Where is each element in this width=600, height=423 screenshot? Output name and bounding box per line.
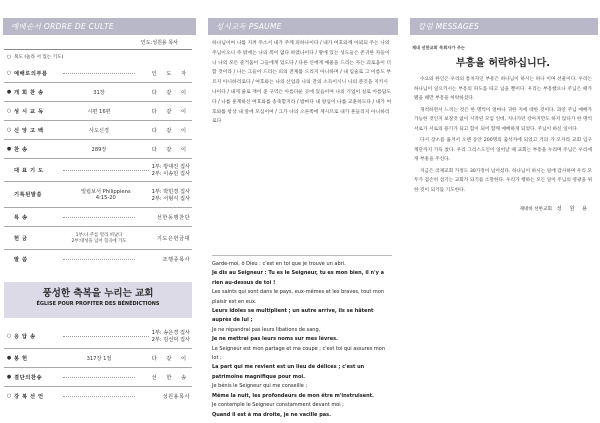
order-row-right: 다 같 이 — [151, 127, 190, 134]
order-list — [4, 50, 192, 268]
order-row — [4, 102, 192, 121]
message-tag: 제네 선한교회 목회자가 주는 — [412, 45, 465, 50]
leader-dots — [63, 336, 149, 337]
response-label: 응 답 송 — [14, 333, 36, 340]
special-row — [4, 208, 192, 227]
order-row-right: 다 같 이 — [151, 355, 190, 362]
scripture-label: 기록된말씀 — [14, 192, 43, 198]
bullet-icon: ● — [6, 355, 12, 361]
message-header: 칼럼 MESSAGES — [410, 18, 598, 35]
prayer-leaders — [152, 163, 192, 177]
order-row-label: 예배로의부름 — [14, 70, 48, 77]
sermon-banner — [4, 282, 192, 318]
order-row — [4, 387, 192, 405]
bullet-icon: ○ — [6, 333, 12, 339]
order-row-right: 선 한 송 — [151, 374, 190, 381]
offering-row — [4, 227, 192, 250]
special-label: 특 송 — [14, 214, 28, 221]
leader-dots — [63, 73, 135, 74]
order-row — [4, 121, 192, 140]
special-performer: 선한동행찬단 — [156, 214, 190, 221]
bullet-icon: ○ — [6, 393, 12, 399]
bullet-icon: ● — [6, 146, 12, 152]
order-row-right: 인 도 자 — [151, 70, 190, 77]
order-row — [4, 64, 192, 83]
psalm-french-line: Je bénis le Seigneur qui me conseille ; — [212, 383, 308, 390]
leader-dots — [63, 396, 135, 397]
order-row — [4, 83, 192, 102]
order-row-right: 다 같 이 — [151, 108, 190, 115]
bullet-icon: ○ — [6, 70, 12, 76]
officiant-row — [4, 35, 192, 50]
offering-hymn-2: 2부:대성을 넘어 험곡에 가도 — [71, 239, 127, 244]
prayer-leader-1: 1부: 방대진 집사 — [151, 164, 190, 170]
psalm-french-line: Le Seigneur est mon partage et ma coupe ; c'est toi qui assures mon lot ; — [212, 345, 385, 362]
order-row-label: 봉 헌 — [14, 355, 28, 362]
sermon-preacher: 조행종목사 — [162, 256, 190, 263]
sermon-title: 풍성한 축복을 누리는 교회 — [42, 288, 154, 299]
order-list-2 — [4, 324, 192, 405]
order-row — [4, 140, 192, 159]
offering-hymns — [60, 232, 138, 244]
psalm-french-line: Les saints qui sont dans le pays, eux-mêmes et les braves, tout mon plaisir est en eux. — [212, 289, 385, 305]
psalm-french-line: Je ne répandrai pas leurs libations de sang, — [212, 326, 321, 333]
prayer-row — [4, 159, 192, 182]
message-paragraph: 지금은 국제교회 가정도 30가정이 넘어섰다. 하나님이 하시는 일에 감사하며 우리 모두가 겸손히 섬기는 교회가 되기를 소망한다. 우리가 행하는 모든 일이 주님의 영광을 위한 것이 되기를 기도한다. — [414, 168, 592, 193]
psalm-header: 성시교독 PSAUME — [208, 18, 398, 35]
sermon-row — [4, 250, 192, 268]
bullet-icon: ○ — [6, 127, 12, 133]
message-paragraph: 수요와 한인은 우리의 통치자인 부흥은 하나님이 하시는 하나 이며 선물이다. 우리는 하나님이 일으키시는 부흥의 파도를 따고 넘을 뿐이다. 우리는 부흥했으나 주님은 때가 됐을 때만 부흥을 허락하셨다. — [414, 77, 592, 101]
psalm-french-line: La part qui me revient est un lieu de délices ; c'est un patrimoine magnifique pour moi. — [212, 364, 365, 380]
signature-church: 제네바 선한교회 — [519, 207, 552, 212]
order-row-label: 찬 송 — [14, 146, 28, 153]
scripture-reference — [60, 188, 152, 201]
sermon-subtitle: ÉGLISE POUR PROFITER DES BÉNÉDICTIONS — [36, 301, 160, 307]
message-signature — [406, 205, 590, 212]
psalm-french-line: Je ne mettrai pas leurs noms sur mes lèvres. — [212, 336, 338, 343]
bullet-icon: ○ — [6, 54, 12, 60]
prayer-label: 대 표 기 도 — [14, 167, 44, 174]
psalm-french-line: Je dis au Seigneur : Tu es le Seigneur, tu es mon bien, il n'y a rien au-dessus de toi ! — [212, 270, 384, 286]
psalm-french-line: Quand il est à ma droite, je ne vacille pas. — [212, 411, 332, 418]
psalm-column — [204, 0, 398, 423]
psalm-french-line: Je contemple le Seigneur constamment devant moi ; — [212, 402, 344, 409]
order-row-right: 다 같 이 — [151, 89, 190, 96]
message-paragraph: 개척하면서 느끼는 것은 한 명씩이 얼마나 귀한 지에 대한 것이다. 과연 주님 예배가 가능한 것인지 보잘것 없이 시작된 모임 인데, 지나가던 강아지만도 하지 않다가 한 명씩 서로가 서로의 용기가 되고 힘이 되어 함께 예배하게 되었다. 주님이 하신 일이다. — [414, 107, 592, 132]
order-row-label: 신 앙 고 백 — [14, 127, 44, 134]
order-row — [4, 349, 192, 368]
psalm-french-line: Même la nuit, les profondeurs de mon être m'instruisent. — [212, 392, 374, 399]
order-row-label: 개 회 찬 송 — [14, 89, 44, 96]
message-body — [414, 75, 592, 195]
order-row-right: 다 같 이 — [151, 146, 190, 153]
sermon-label: 말 씀 — [14, 256, 28, 263]
message-column — [406, 0, 600, 423]
response-row — [4, 324, 192, 349]
order-row-mid: 시편 16편 — [87, 108, 111, 115]
scripture-book: 빌립보서 Philippiens — [80, 189, 131, 195]
psalm-korean: 하나님이여 나를 지켜 주소서 내가 주께 피하나이다 / 내가 여호와께 아뢰되 주는 나의 주님이오니 주 밖에는 나의 복이 없다 하였나이다 / 땅에 있는 성도들은 존귀한 자들이니 나의 모든 즐거움이 그들에게 있도다 / 다른 신에게 예물을 드리는 자는 괴로움이 더할 것이라 / 나는 그들이 드리는 피의 전제를 드리지 아니하며 / 내 입술로 그 이름도 부르지 아니하리로다 / 여호와는 나의 산업과 나의 잔의 소득이시니 나의 분깃을 지키시나이다 / 내게 줄로 재어 준 구역은 아름다운 곳에 있음이여 나의 기업이 실로 아름답도다 / 나를 훈계하신 여호와를 송축할지라 / 밤마다 내 양심이 나를 교훈하도다 / 내가 여호와를 항상 내 앞에 모심이여 / 그가 나의 오른쪽에 계시므로 내가 흔들리지 아니하리로다 — [212, 41, 392, 125]
scripture-readers — [152, 188, 192, 202]
order-row-right: 성원용목사 — [162, 393, 190, 400]
psalm-french-line: Garde-moi, ô Dieu : c'est en toi que je trouve un abri. — [212, 261, 346, 267]
order-row-label: 강 복 선 언 — [14, 393, 44, 400]
order-row-label: 성 시 교 독 — [14, 108, 44, 115]
prelude-row — [4, 50, 192, 64]
response-singers — [152, 329, 192, 343]
order-row-mid: 317장 1절 — [86, 355, 112, 362]
scripture-reader-2: 2부: 서형식 집사 — [151, 195, 190, 202]
signature-name: 성 원 용 — [556, 206, 590, 212]
bullet-icon: ● — [6, 89, 12, 95]
scripture-verses: 4:15-20 — [95, 195, 116, 201]
leader-dots — [63, 377, 135, 378]
prelude-note: 묵도 (놀라 서 있는 기도) — [14, 55, 64, 60]
message-heading — [412, 45, 594, 69]
officiant-label: 인도:성원용 목사 — [140, 39, 178, 46]
order-row-mid: 289장 — [91, 146, 107, 153]
response-singer-1: 1부: 송은경 집사 — [151, 330, 190, 336]
leader-dots — [63, 170, 149, 171]
order-row-mid: 31장 — [93, 89, 105, 96]
scripture-row — [4, 182, 192, 208]
bullet-icon: ○ — [6, 108, 12, 114]
order-column — [0, 0, 196, 423]
offering-right: 기도은헌금대 — [156, 235, 190, 242]
order-row-mid: 사도신경 — [88, 127, 110, 134]
leader-dots — [63, 217, 135, 218]
scripture-reader-1: 1부: 박민경 집사 — [151, 188, 190, 195]
prayer-leader-2: 2부: 이송민 집사 — [151, 171, 190, 177]
response-singer-2: 2부: 김선덕 집사 — [151, 337, 190, 343]
message-title: 부흥을 허락하십니다. — [455, 58, 551, 69]
order-row — [4, 368, 192, 387]
offering-label: 헌 금 — [14, 235, 28, 242]
leader-dots — [63, 259, 135, 260]
psalm-french-line: Leurs idoles se multiplient ; un autre arrive, ils se hâtent auprès de lui ; — [212, 308, 374, 324]
message-paragraph: 다시 장소를 옮겨서 오랜 동안 200명의 출석자에 되었고 거의 가 모자라 교회 입구 계단까지 가득 찼다. 우리 그리스도인이 일어날 때 교회는 부흥을 누리며 주님은 우리에게 부흥을 주신다. — [414, 138, 592, 162]
order-header: 예배순서 ORDRE DE CULTE — [3, 18, 196, 35]
order-row-label: 결단의찬송 — [14, 374, 43, 381]
offering-hymn-1: 1부:나 주를 멀리 떠났다 — [75, 233, 123, 238]
psalm-french — [212, 255, 392, 420]
bullet-icon: ● — [6, 374, 12, 380]
